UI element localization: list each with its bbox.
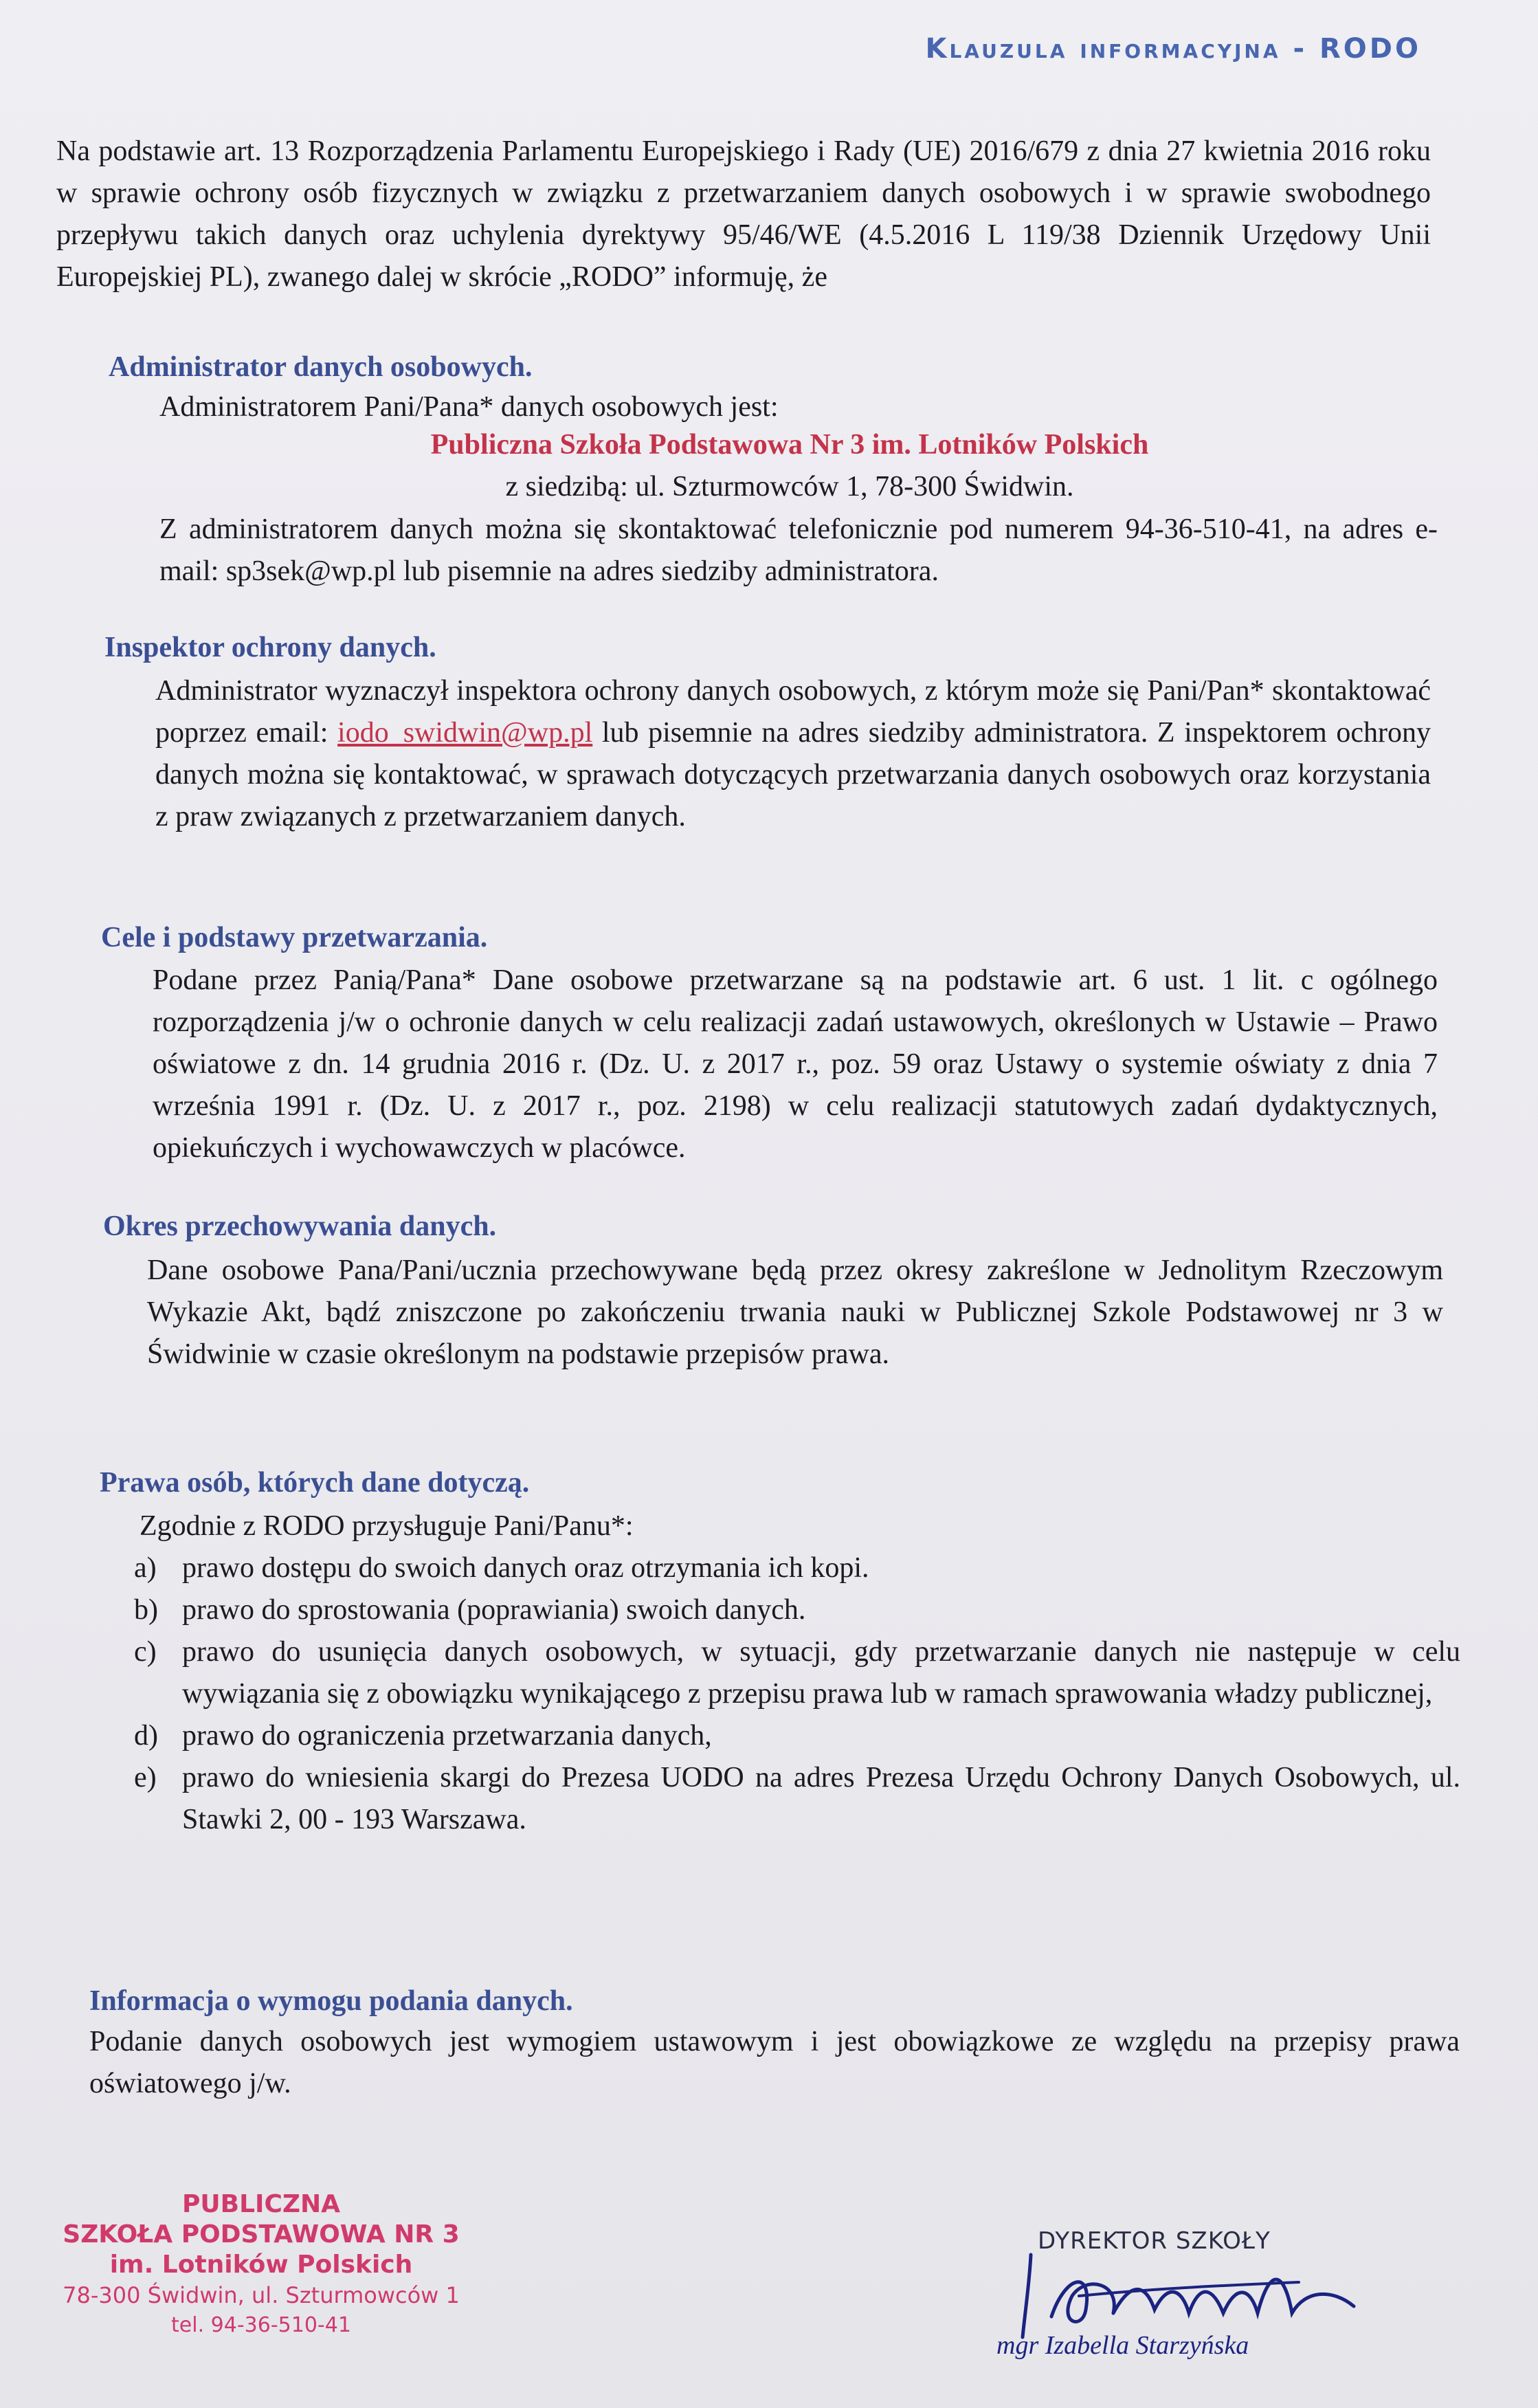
stamp-line: SZKOŁA PODSTAWOWA NR 3 (63, 2220, 460, 2249)
director-title: DYREKTOR SZKOŁY (1038, 2227, 1271, 2255)
inspector-text-after: lub pisemnie na adres siedziby administratora. Z inspektorem ochrony danych można się kontaktować, w sprawach dotyczących przetwarzania danych osobowych oraz korzystania z praw związanych z przetwarzaniem danych. (155, 717, 1431, 832)
handwritten-signature-icon (1010, 2248, 1368, 2344)
school-address: z siedzibą: ul. Szturmowców 1, 78-300 Świdwin. (505, 471, 1074, 502)
retention-text: Dane osobowe Pana/Pani/ucznia przechowywane będą przez okresy zakreślone w Jednolitym Rzeczowym Wykazie Akt, bądź zniszczone po zakończeniu trwania nauki w Publicznej Szkole Podstawowej nr 3 w Świdwinie w czasie określonym na podstawie przepisów prawa. (147, 1255, 1443, 1370)
rights-list (134, 1547, 1460, 1841)
stamp-line: tel. 94-36-510-41 (171, 2313, 351, 2337)
director-name: mgr Izabella Starzyńska (996, 2331, 1249, 2360)
inspector-text (155, 670, 1431, 838)
stamp-line: im. Lotników Polskich (109, 2251, 413, 2279)
administrator-line: Administratorem Pani/Pana* danych osobowych jest: (159, 391, 779, 423)
rights-intro: Zgodnie z RODO przysługuje Pani/Panu*: (140, 1510, 634, 1542)
list-marker: a) (134, 1552, 157, 1584)
inspector-text-before: Administrator wyznaczył inspektora ochrony danych osobowych, z którym może się Pani/Pan* skontaktować poprzez email: (155, 675, 1431, 749)
intro-paragraph: Na podstawie art. 13 Rozporządzenia Parlamentu Europejskiego i Rady (UE) 2016/679 z dnia 27 kwietnia 2016 roku w sprawie ochrony osób fizycznych w związku z przetwarzaniem danych osobowych i w sprawie swobodnego przepływu takich danych oraz uchylenia dyrektywy 95/46/WE (4.5.2016 L 119/38 Dziennik Urzędowy Unii Europejskiej PL), zwanego dalej w skrócie „RODO” informuję, że (56, 135, 1431, 293)
list-item-text: prawo dostępu do swoich danych oraz otrzymania ich kopi. (182, 1552, 869, 1584)
list-marker: c) (134, 1636, 157, 1668)
list-item (134, 1757, 1460, 1841)
list-marker: e) (134, 1762, 157, 1793)
list-item (134, 1547, 1460, 1589)
inspector-heading: Inspektor ochrony danych. (104, 632, 436, 663)
list-marker: b) (134, 1594, 158, 1626)
purposes-text: Podane przez Panią/Pana* Dane osobowe przetwarzane są na podstawie art. 6 ust. 1 lit. c ogólnego rozporządzenia j/w o ochronie danych w celu realizacji zadań ustawowych, określonych w Ustawie – Prawo oświatowe z dn. 14 grudnia 2016 r. (Dz. U. z 2017 r., poz. 59 oraz Ustawy o systemie oświaty z dnia 7 września 1991 r. (Dz. U. z 2017 r., poz. 2198) w celu realizacji statutowych zadań dydaktycznych, opiekuńczych i wychowawczych w placówce. (153, 964, 1438, 1164)
list-marker: d) (134, 1720, 158, 1752)
requirement-text: Podanie danych osobowych jest wymogiem ustawowym i jest obowiązkowe ze względu na przepisy prawa oświatowego j/w. (89, 2026, 1460, 2099)
school-name: Publiczna Szkoła Podstawowa Nr 3 im. Lotników Polskich (430, 429, 1149, 461)
list-item-text: prawo do usunięcia danych osobowych, w sytuacji, gdy przetwarzanie danych nie następuje w celu wywiązania się z obowiązku wynikającego z przepisu prawa lub w ramach sprawowania władzy publicznej, (182, 1636, 1460, 1710)
purposes-heading: Cele i podstawy przetwarzania. (101, 922, 488, 953)
administrator-heading: Administrator danych osobowych. (109, 351, 533, 383)
list-item (134, 1589, 1460, 1631)
school-stamp (48, 2189, 474, 2341)
retention-heading: Okres przechowywania danych. (103, 1211, 497, 1242)
inspector-email-link[interactable]: iodo_swidwin@wp.pl (337, 717, 593, 749)
document-title: Klauzula informacyjna - RODO (925, 33, 1421, 65)
administrator-contact: Z administratorem danych można się skontaktować telefonicznie pod numerem 94-36-510-41, na adres e-mail: sp3sek@wp.pl lub pisemnie na adres siedziby administratora. (159, 513, 1438, 587)
stamp-line: 78-300 Świdwin, ul. Szturmowców 1 (63, 2282, 460, 2308)
list-item-text: prawo do wniesienia skargi do Prezesa UODO na adres Prezesa Urzędu Ochrony Danych Osobowych, ul. Stawki 2, 00 - 193 Warszawa. (182, 1762, 1460, 1835)
list-item-text: prawo do sprostowania (poprawiania) swoich danych. (182, 1594, 806, 1626)
list-item-text: prawo do ograniczenia przetwarzania danych, (182, 1720, 712, 1752)
list-item (134, 1631, 1460, 1715)
stamp-line: PUBLICZNA (182, 2190, 340, 2218)
rights-heading: Prawa osób, których dane dotyczą. (100, 1467, 530, 1499)
requirement-heading: Informacja o wymogu podania danych. (89, 1985, 573, 2017)
list-item (134, 1715, 1460, 1757)
